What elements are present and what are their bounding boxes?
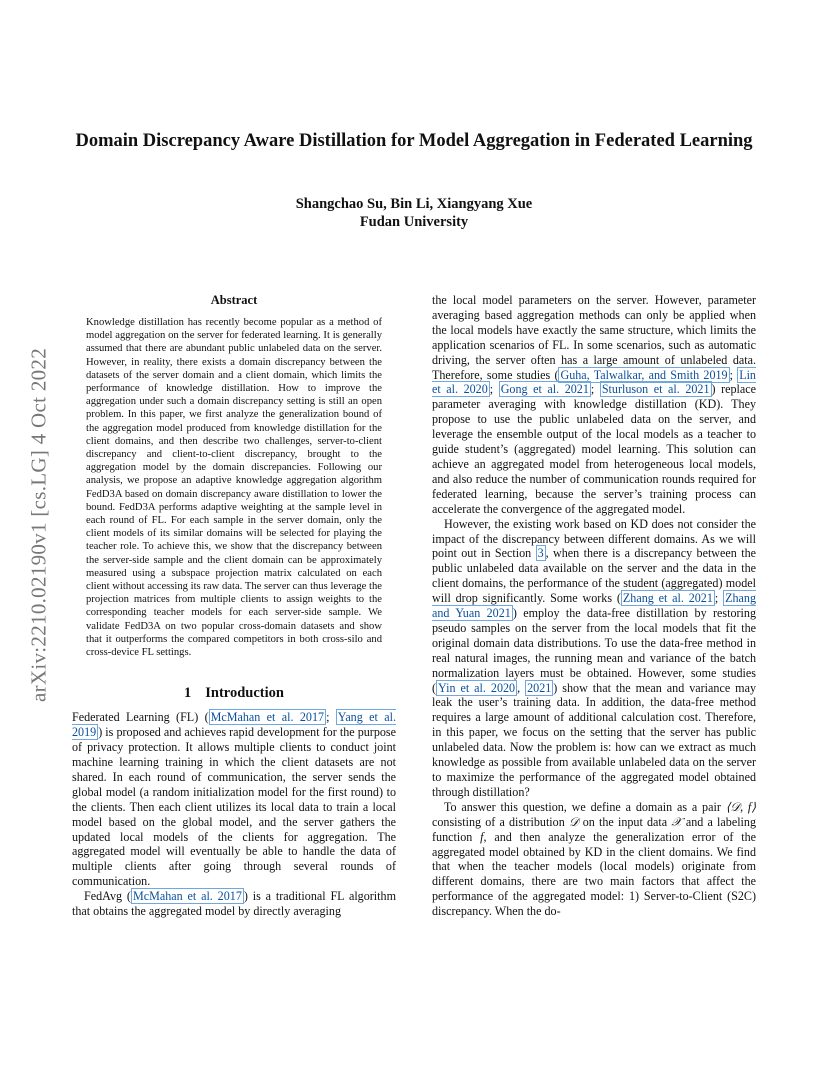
text-run: FedAvg (: [84, 889, 131, 904]
section-reference-link[interactable]: 3: [537, 546, 544, 561]
text-run: Federated Learning (FL) (: [72, 710, 209, 725]
right-paragraph-2: [432, 517, 756, 800]
citation-link[interactable]: Yin et al. 2020: [438, 680, 516, 695]
text-run: on the input data: [578, 814, 672, 829]
math-domain-pair: ⟨𝒟, f⟩: [725, 799, 757, 814]
math-labeling-function: f: [480, 829, 484, 844]
intro-paragraph-1: [72, 710, 396, 889]
right-paragraph-1: [432, 293, 756, 517]
abstract-heading: Abstract: [210, 293, 258, 307]
arxiv-stamp: [24, 295, 54, 755]
citation-link[interactable]: Gong et al. 2021: [500, 382, 589, 397]
math-input-space: 𝒳: [671, 814, 682, 829]
citation-link[interactable]: Zhang et al. 2021: [622, 591, 713, 606]
text-run: ;: [714, 591, 724, 606]
citation-link[interactable]: Zhang and Yuan 2021: [432, 591, 756, 621]
text-run: However, the existing work based on KD does not consider the impact of the discrepancy between different domains. As we will point out in Section: [432, 516, 756, 561]
text-run: ) is proposed and achieves rapid development for the purpose of privacy protection. It allows multiple clients to conduct joint machine learning training in which the client datasets are not shared. In each round of communication, the server sends the global model (a random initialization model for the first round) to the clients. Then each client utilizes its local data to train a local model based on the global model, and the server gathers the updated local models of the clients for aggregation. The aggregated model will eventually be able to handle the data of multiple clients after going through several rounds of communication.: [72, 725, 396, 889]
section-heading-introduction: [72, 685, 396, 702]
left-column: [72, 293, 396, 919]
text-run: ;: [489, 382, 499, 397]
text-run: the local model parameters on the server. However, parameter averaging based aggregation methods can only be applied when the local models have exactly the same structure, which limits the application scenarios of FL. In some scenarios, such as automatic driving, the server often has a large amount of unlabeled data. Therefore, some studies (: [432, 293, 756, 382]
text-run: , when there is a discrepancy between the public unlabeled data available on the server and the data in the client domains, the performance of the student (aggregated) model will drop significantly. Some works (: [432, 546, 756, 606]
text-run: ) is a traditional FL algorithm that obtains the aggregated model by directly averaging: [72, 889, 396, 919]
section-number: 1: [184, 685, 192, 702]
intro-paragraph-2: [72, 889, 396, 919]
citation-link[interactable]: 2021: [527, 680, 552, 695]
text-run: ;: [590, 382, 600, 397]
text-run: ,: [517, 680, 526, 695]
math-distribution: 𝒟: [568, 814, 579, 829]
arxiv-id: arXiv:2210.02190v1 [cs.LG] 4 Oct 2022: [26, 347, 51, 703]
citation-link[interactable]: McMahan et al. 2017: [132, 889, 242, 904]
affiliation: Fudan University: [359, 214, 469, 230]
paper-title: Domain Discrepancy Aware Distillation for Model Aggregation in Federated Learning: [75, 131, 753, 151]
text-run: ) replace parameter averaging with knowledge distillation (KD). They propose to use the public unlabeled data on the server, and leverage the ensemble output of the local models as a teacher to guide student’s (aggregated) model learning. This solution can achieve an aggregated model from heterogeneous local models, and also reduce the number of communication rounds required for federated learning, because the server’s training process can accelerate the convergence of the aggregated model.: [432, 382, 756, 516]
citation-link[interactable]: Lin et al. 2020: [432, 367, 756, 397]
citation-link[interactable]: Guha, Talwalkar, and Smith 2019: [560, 367, 728, 382]
text-run: and a labeling function: [432, 814, 757, 844]
citation-link[interactable]: Sturluson et al. 2021: [601, 382, 710, 397]
text-run: , and then analyze the generalization error of the aggregated model obtained by KD in the client domains. We find that when the teacher models (local models) originate from different domains, there are two main factors that affect the performance of the aggregated model: 1) Server-to-Client (S2C) discrepancy. When the do-: [432, 829, 756, 919]
text-run: ) show that the mean and variance may leak the user’s training data. In addition, the data-free method requires a large amount of additional calculation cost. Therefore, in this paper, we focus on the setting that the server has public unlabeled data. Now the problem is: how can we extract as much knowledge as possible from available unlabeled data on the server to maximize the performance of the aggregated model obtained through distillation?: [432, 680, 756, 799]
abstract-text: Knowledge distillation has recently become popular as a method of model aggregation on the server for federated learning. It is generally assumed that there are abundant public unlabeled data on the server. However, in reality, there exists a domain discrepancy between the datasets of the server domain and a client domain, which limits the performance of knowledge distillation. How to improve the aggregation under such a domain discrepancy setting is still an open problem. In this paper, we first analyze the generalization bound of the aggregation model produced from knowledge distillation for the client domains, and then describe two challenges, server-to-client discrepancy and client-to-client discrepancy, brought to the aggregation model by the domain discrepancies. Following our analysis, we propose an adaptive knowledge aggregation algorithm FedD3A based on domain discrepancy aware distillation to lower the bound. FedD3A performs adaptive weighting at the sample level in each round of FL. For each sample in the server domain, only the client models of its similar domains will be selected for playing the teacher role. To achieve this, we show that the discrepancy between the server-side sample and the client domain can be approximately measured using a subspace projection matrix calculated on each client without accessing its raw data. The server can thus leverage the projection matrices from multiple clients to assign weights to the corresponding teacher models for each server-side sample. We validate FedD3A on two popular cross-domain datasets and show that it outperforms the compared competitors in both cross-silo and cross-device FL settings.: [86, 317, 382, 659]
section-title-text: Introduction: [205, 685, 284, 702]
text-run: ) employ the data-free distillation by restoring pseudo samples on the server from the local models that fit the original domain data distributions. To use the data-free method in real natural images, the running mean and variance of the batch normalization layers must be obtained. However, some studies (: [432, 606, 756, 695]
text-run: consisting of a distribution: [432, 814, 569, 829]
text-run: To answer this question, we define a domain as a pair: [444, 799, 726, 814]
text-run: ;: [326, 710, 336, 725]
text-run: ;: [729, 367, 738, 382]
author-names: Shangchao Su, Bin Li, Xiangyang Xue: [295, 196, 533, 212]
author-block: [70, 195, 758, 231]
right-paragraph-3: [432, 800, 756, 919]
citation-link[interactable]: Yang et al. 2019: [72, 710, 396, 740]
right-column: [432, 293, 756, 919]
citation-link[interactable]: McMahan et al. 2017: [210, 710, 325, 725]
